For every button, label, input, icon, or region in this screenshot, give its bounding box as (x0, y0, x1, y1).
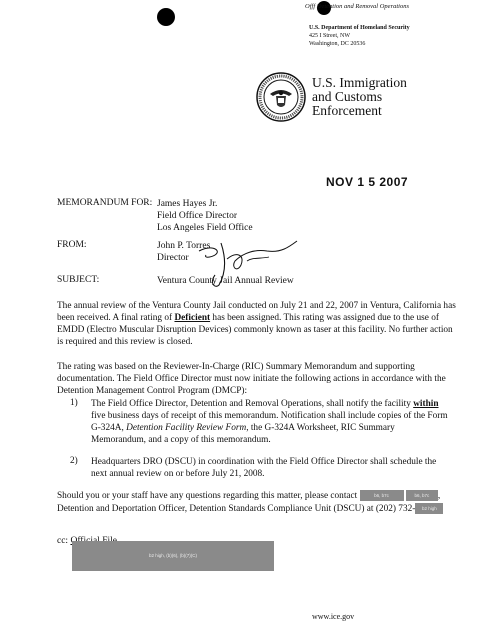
sender-name: John P. Torres (157, 241, 211, 251)
dhs-seal-icon (256, 72, 306, 122)
from-label: FROM: (57, 240, 87, 250)
redaction-box: b2 high (415, 503, 443, 514)
paragraph-text: has been assigned. This rating was assigned due to the use of EMDD (Electro Muscular Disruption Devices) commonly known as taser at this facility. No further action is required and this review is closed. (57, 313, 453, 347)
street-address: 425 I Street, NW (309, 33, 350, 39)
recipient-title: Field Office Director (157, 211, 238, 221)
action-item-1 (91, 398, 451, 446)
paragraph-text: The annual review of the Ventura County Jail conducted on July 21 and 22, 2007 in Ventura, California has been received. A final rating of (57, 301, 456, 323)
office-prefix: Off (305, 3, 314, 10)
item-text: five business days of receipt of this memorandum. Notification shall include copies of the Form G-324A, (91, 411, 448, 433)
action-item-2: Headquarters DRO (DSCU) in coordination with the Field Office Director shall schedule the next annual review on or before July 21, 2008. (91, 457, 437, 479)
city-address: Washington, DC 20536 (309, 41, 366, 47)
memo-recipient (157, 198, 253, 234)
paragraph-text: Should you or your staff have any questions regarding this matter, please contact (57, 491, 360, 501)
redaction-box: b6, b7c (360, 490, 404, 501)
address-block (309, 24, 410, 48)
recipient-office: Los Angeles Field Office (157, 223, 253, 233)
paragraph-contact (57, 490, 457, 516)
agency-line: Enforcement (312, 103, 382, 118)
item-number: 2) (70, 456, 78, 466)
redaction-block: b2 high, (b)(6), (b)(7)(C) (72, 541, 274, 571)
subject-label: SUBJECT: (57, 275, 100, 285)
office-suffix: f Detention and Removal Operations (313, 3, 409, 10)
subject-text: Ventura County Jail Annual Review (157, 276, 294, 286)
paragraph-text: , Detention and Deportation Officer, Detention Standards Compliance Unit (DSCU) at (202) 732- (57, 491, 441, 514)
cc-label: cc: (57, 536, 71, 546)
rating-value: Deficient (174, 313, 211, 323)
footer-url: www.ice.gov (312, 612, 355, 621)
recipient-name: James Hayes Jr. (157, 199, 218, 209)
paragraph-review-result (57, 300, 457, 348)
memo-date: NOV 1 5 2007 (326, 175, 409, 189)
department-name: U.S. Department of Homeland Security (309, 25, 410, 31)
item-text: The Field Office Director, Detention and Removal Operations, shall notify the facility (91, 399, 414, 409)
redaction-box: b6, b7c (406, 490, 438, 501)
memo-for-label: MEMORANDUM FOR: (57, 198, 153, 208)
paragraph-basis: The rating was based on the Reviewer-In-Charge (RIC) Summary Memorandum and supporting documentation. The Field Office Director must now initiate the following actions in accordance with the Detention Management Control Program (DMCP): (57, 362, 446, 396)
agency-line: U.S. Immigration (312, 75, 407, 90)
item-text: , the G-324A Worksheet, RIC Summary Memorandum, and a copy of this memorandum. (91, 423, 395, 445)
punch-hole (157, 8, 175, 26)
office-line (305, 3, 409, 10)
item-number: 1) (70, 398, 78, 408)
form-title: Detention Facility Review Form (126, 423, 247, 433)
agency-line: and Customs (312, 89, 383, 104)
emphasis-within: within (413, 399, 439, 409)
sender-title: Director (157, 253, 189, 263)
agency-name (312, 76, 407, 118)
